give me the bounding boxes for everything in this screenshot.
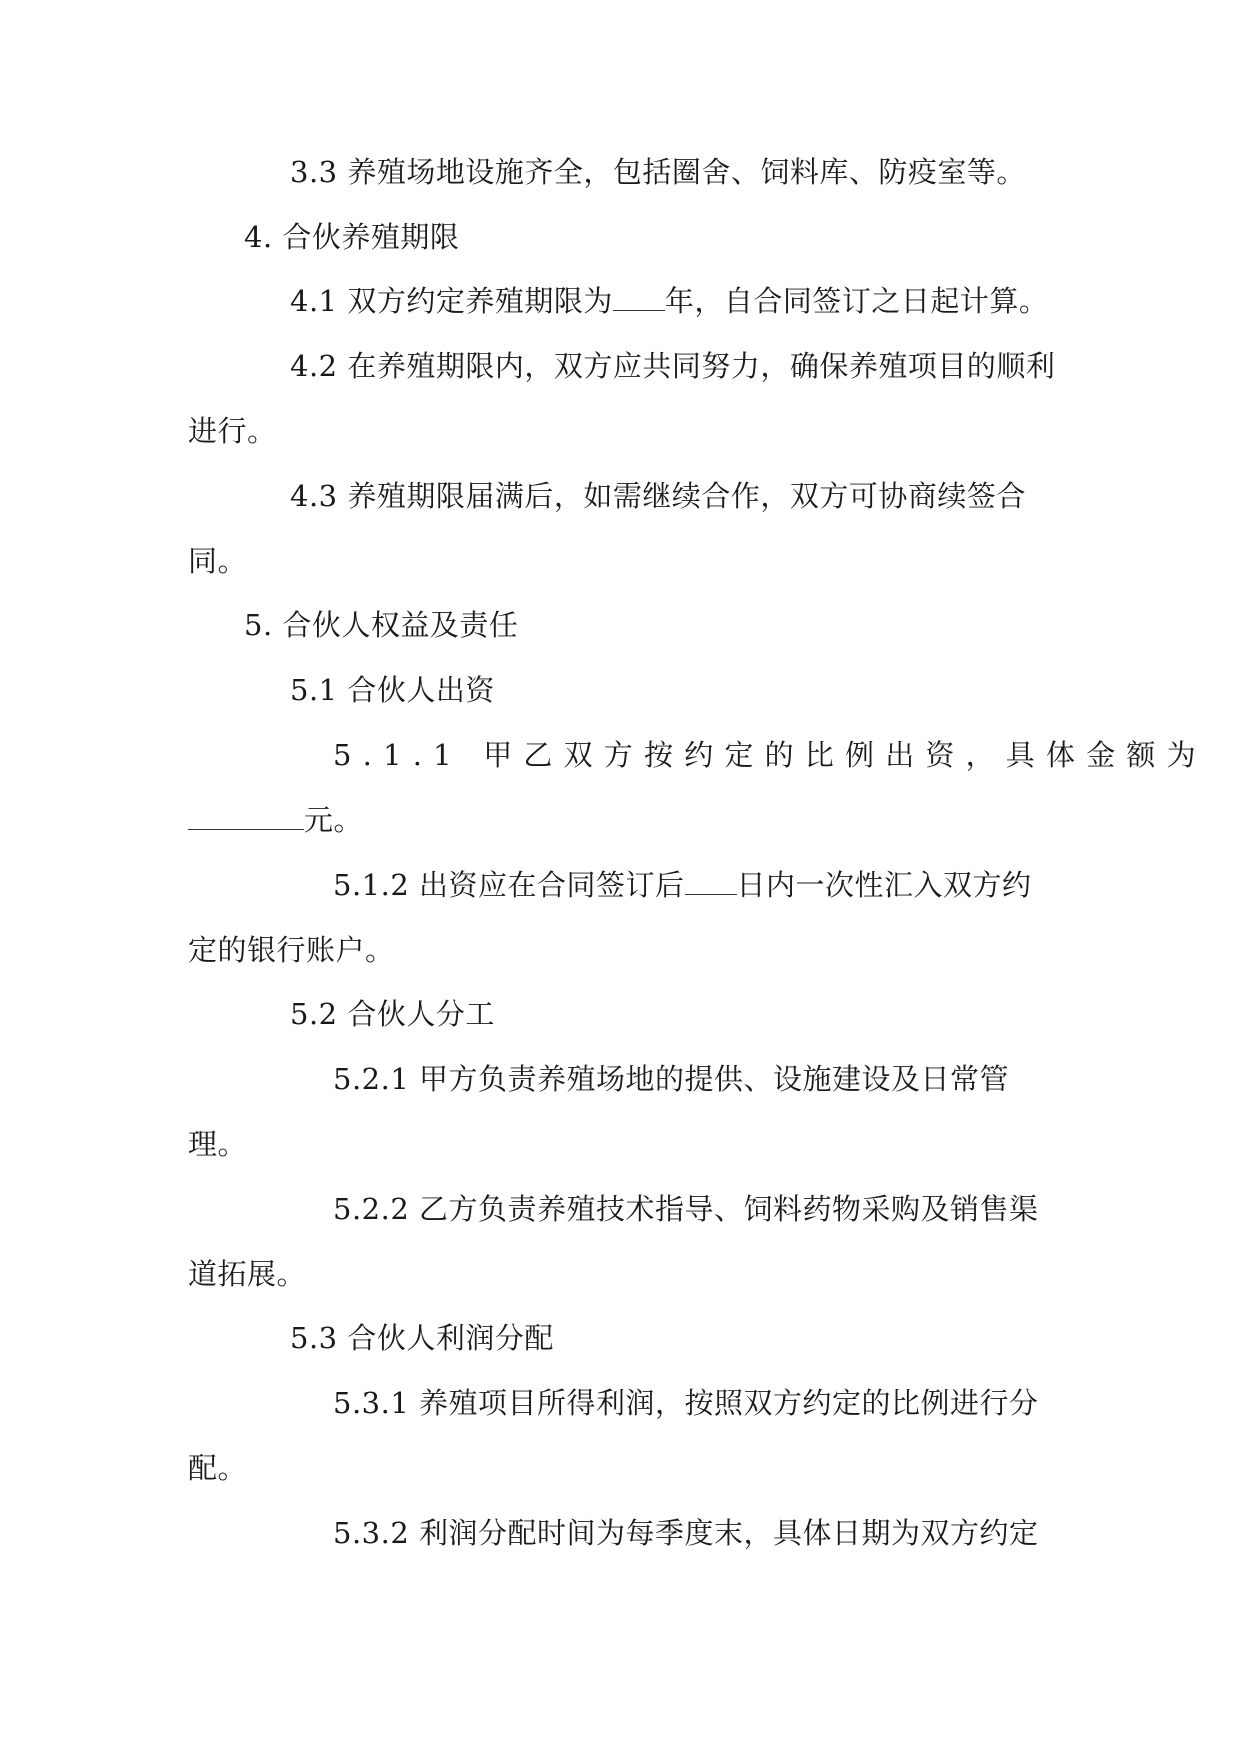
clause-5-2-heading: 5.2 合伙人分工 — [290, 997, 495, 1031]
clause-5-3-1: 5.3.1 养殖项目所得利润，按照双方约定的比例进行分 — [333, 1386, 1039, 1420]
section-5-heading: 5. 合伙人权益及责任 — [244, 608, 519, 642]
days-blank — [685, 866, 737, 895]
clause-5-2-1-cont: 理。 — [188, 1127, 248, 1161]
clause-4-3-cont: 同。 — [188, 544, 248, 578]
clause-5-2-1: 5.2.1 甲方负责养殖场地的提供、设施建设及日常管 — [333, 1062, 1010, 1096]
clause-5-3-heading: 5.3 合伙人利润分配 — [290, 1321, 554, 1355]
clause-5-1-1-cont: 元。 — [188, 800, 1240, 840]
clause-5-3-1-cont: 配。 — [188, 1451, 248, 1485]
clause-4-2: 4.2 在养殖期限内，双方应共同努力，确保养殖项目的顺利 — [290, 349, 1056, 383]
clause-4-2-cont: 进行。 — [188, 414, 277, 448]
clause-5-2-2-cont: 道拓展。 — [188, 1257, 307, 1291]
clause-4-3: 4.3 养殖期限届满后，如需继续合作，双方可协商续签合 — [290, 479, 1026, 513]
clause-4-1: 4.1 双方约定养殖期限为 年，自合同签订之日起计算。 — [290, 284, 1049, 318]
clause-5-2-2: 5.2.2 乙方负责养殖技术指导、饲料药物采购及销售渠 — [333, 1192, 1039, 1226]
clause-3-3: 3.3 养殖场地设施齐全，包括圈舍、饲料库、防疫室等。 — [290, 155, 1026, 189]
amount-blank — [188, 801, 304, 830]
clause-5-1-heading: 5.1 合伙人出资 — [290, 673, 495, 707]
term-years-blank — [613, 282, 665, 311]
clause-5-1-2-cont: 定的银行账户。 — [188, 933, 395, 967]
clause-5-1-2: 5.1.2 出资应在合同签订后 日内一次性汇入双方约 — [333, 868, 1032, 902]
clause-5-3-2: 5.3.2 利润分配时间为每季度末，具体日期为双方约定 — [333, 1516, 1039, 1550]
section-4-heading: 4. 合伙养殖期限 — [244, 220, 460, 254]
clause-5-1-1: 5.1.1 甲乙双方按约定的比例出资，具体金额为 — [333, 738, 1207, 772]
